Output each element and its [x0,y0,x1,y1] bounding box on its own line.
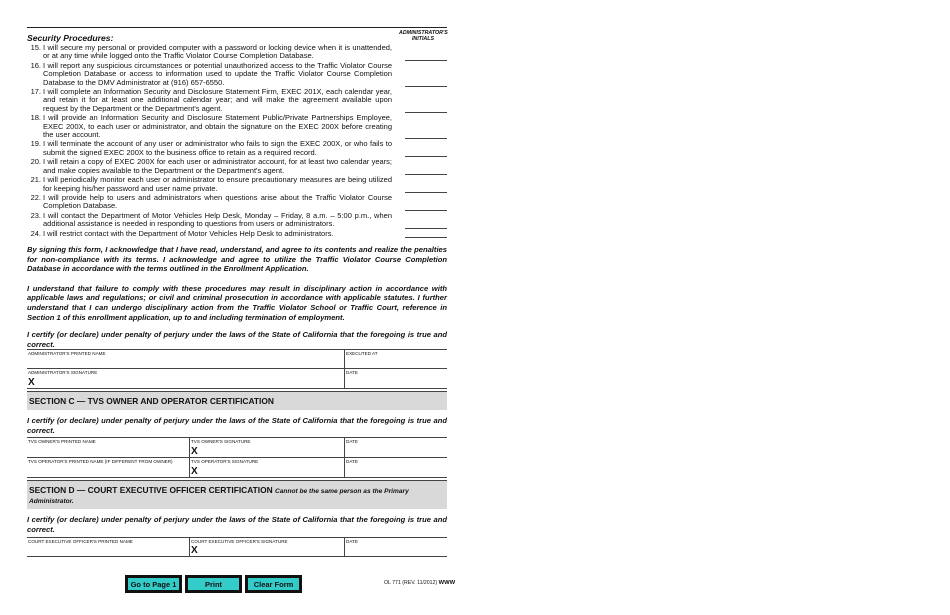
initials-header: ADMINISTRATOR'S INITIALS [399,30,448,42]
initials-line [405,236,447,238]
initials-line [405,85,447,87]
section-c-certify: I certify (or declare) under penalty of perjury under the laws of the State of California that the foregoing is true and correct. [27,416,447,435]
owner-date-field[interactable] [344,438,447,457]
operator-signature-field[interactable] [189,458,344,477]
admin-date-field[interactable] [344,369,447,388]
section-d-note: Cannot be the same person as the Primary Administrator. [29,488,409,506]
admin-row-1 [27,349,447,369]
operator-date-label: DATE [346,459,358,465]
officer-x-mark: X [191,544,198,556]
initials-line [405,191,447,193]
print-button[interactable]: Print [186,576,241,592]
initials-field[interactable] [405,62,447,87]
initials-field[interactable] [405,194,447,211]
admin-printed-name-field[interactable] [27,350,344,368]
operator-date-field[interactable] [344,458,447,477]
item-number: 22. [30,192,41,202]
item-number: 16. [30,60,41,70]
operator-row [27,458,447,478]
item-number: 18. [30,113,41,123]
executed-at-field[interactable] [344,350,447,368]
form-footer [384,580,455,586]
item-text: I will provide an Information Security and Disclosure Statement Public/Private Partnerships Employee, EXEC 200X, to each user or administrator, and obtain the signature on the EXEC 200X before creating the user account. [43,113,392,140]
owner-name-label: TVS OWNER'S PRINTED NAME [28,439,96,445]
initials-field[interactable] [405,212,447,229]
item-number: 20. [30,157,41,167]
item-text: I will report any suspicious circumstances or potential unauthorized access to the Traffic Violator Course Completion Database or access to information used to update the Traffic Violator Course Completion Database to the DMV Administrator at (916) 657-6550. [43,60,392,87]
initials-field[interactable] [405,140,447,157]
admin-printed-name-label: ADMINISTRATOR'S PRINTED NAME [28,351,106,357]
item-text: I will complete an Information Security and Disclosure Statement Firm, EXEC 201X, each calendar year, and retain it for at least one additional calendar year; and will make the agreement available upon request by the Department or the Department's agent. [43,87,392,113]
executed-at-label: EXECUTED AT [346,351,378,357]
section-c-bar [27,391,447,410]
item-number: 23. [30,210,41,220]
initials-field[interactable] [405,44,447,61]
section-d-title: SECTION D — COURT EXECUTIVE OFFICER CERTIFICATION [29,485,273,496]
item-number: 24. [30,228,41,238]
owner-name-field[interactable] [27,438,189,457]
admin-signature-label: ADMINISTRATOR'S SIGNATURE [28,370,98,376]
security-header [27,28,447,43]
owner-date-label: DATE [346,439,358,445]
officer-row [27,537,447,557]
security-title: Security Procedures: [27,33,114,43]
security-item [27,158,447,175]
security-item [27,140,447,157]
security-item [27,212,447,229]
security-item [27,62,447,87]
security-items [27,44,447,238]
security-item [27,44,447,61]
officer-name-field[interactable] [27,538,189,556]
initials-line [405,155,447,157]
item-text: I will restrict contact with the Department of Motor Vehicles Help Desk to administrators. [43,228,334,238]
initials-field[interactable] [405,158,447,175]
operator-signature-label: TVS OPERATOR'S SIGNATURE [191,459,259,465]
item-text: I will periodically monitor each user or administrator to ensure precautionary measures are being utilized for keeping his/her password and user name private. [43,175,392,193]
section-c-title: SECTION C — TVS OWNER AND OPERATOR CERTIFICATION [29,396,274,407]
owner-signature-field[interactable] [189,438,344,457]
security-item [27,230,447,238]
officer-date-field[interactable] [344,538,447,556]
section-d-bar [27,480,447,509]
item-text: I will contact the Department of Motor Vehicles Help Desk, Monday – Friday, 8 a.m. – 5:00 p.m., when additional assistance is needed in responding to questions from users or administrators. [43,210,392,229]
section-d-certify: I certify (or declare) under penalty of perjury under the laws of the State of California that the foregoing is true and correct. [27,515,447,535]
operator-name-field[interactable] [27,458,189,477]
item-number: 21. [30,175,41,185]
go-to-page-1-button[interactable]: Go to Page 1 [126,576,181,592]
officer-name-label: COURT EXECUTIVE OFFICER'S PRINTED NAME [28,538,133,544]
officer-date-label: DATE [346,538,358,544]
security-item [27,88,447,113]
acknowledgement-2: I understand that failure to comply with these procedures may result in disciplinary action in accordance with applicable laws and regulations; or civil and criminal prosecution in accordance with applicable statutes. I further understand that I can undergo disciplinary action from the Traffic Violator School or Traffic Court, reference in Section 1 of this enrollment application, up to and including termination of employment. [27,283,447,322]
initials-field[interactable] [405,88,447,113]
form-id: OL 771 (REV. 11/2012) [384,580,438,586]
initials-line [405,227,447,229]
initials-field[interactable] [405,176,447,193]
initials-line [405,209,447,211]
initials-line [405,173,447,175]
admin-signature-field[interactable] [27,369,344,388]
item-text: I will terminate the account of any user or administrator who fails to sign the EXEC 200X, or who fails to submit the signed EXEC 200X to the business office to retain as a required record. [43,139,392,157]
www-label: WWW [438,580,456,586]
operator-x-mark: X [191,466,198,478]
admin-certify: I certify (or declare) under penalty of perjury under the laws of the State of California that the foregoing is true and correct. [27,330,447,349]
owner-x-mark: X [191,446,198,458]
initials-field[interactable] [405,230,447,238]
item-text: I will retain a copy of EXEC 200X for each user or administrator account, for at least two calendar years; and make copies available to the Department or the Department's agent. [43,157,392,175]
item-text: I will secure my personal or provided computer with a password or locking device when it is unattended, or at any time while logged onto the Traffic Violator Course Completion Database. [43,43,392,61]
security-item [27,114,447,139]
initials-line [405,137,447,139]
initials-line [405,111,447,113]
admin-row-2 [27,369,447,389]
officer-signature-field[interactable] [189,538,344,556]
acknowledgement-1: By signing this form, I acknowledge that I have read, understand, and agree to its contents and realize the penalties for non-compliance with its terms. I acknowledge and agree to utilize the Traffic Violator Course Completion Database in accordance with the terms outlined in the Enrollment Application. [27,244,447,274]
form-page [27,27,447,557]
item-number: 15. [30,43,41,52]
owner-signature-label: TVS OWNER'S SIGNATURE [191,439,251,445]
item-number: 17. [30,87,41,97]
initials-field[interactable] [405,114,447,139]
security-item [27,176,447,193]
officer-signature-label: COURT EXECUTIVE OFFICER'S SIGNATURE [191,538,288,544]
operator-name-label: TVS OPERATOR'S PRINTED NAME (IF DIFFERENT FROM OWNER) [28,459,173,465]
item-text: I will provide help to users and administrators when questions arise about the Traffic Violator Course Completion Database. [43,192,392,211]
initials-line [405,59,447,61]
admin-date-label: DATE [346,370,358,376]
owner-row [27,437,447,458]
item-number: 19. [30,139,41,149]
clear-form-button[interactable]: Clear Form [246,576,301,592]
security-item [27,194,447,211]
signature-x-mark: X [28,377,35,389]
